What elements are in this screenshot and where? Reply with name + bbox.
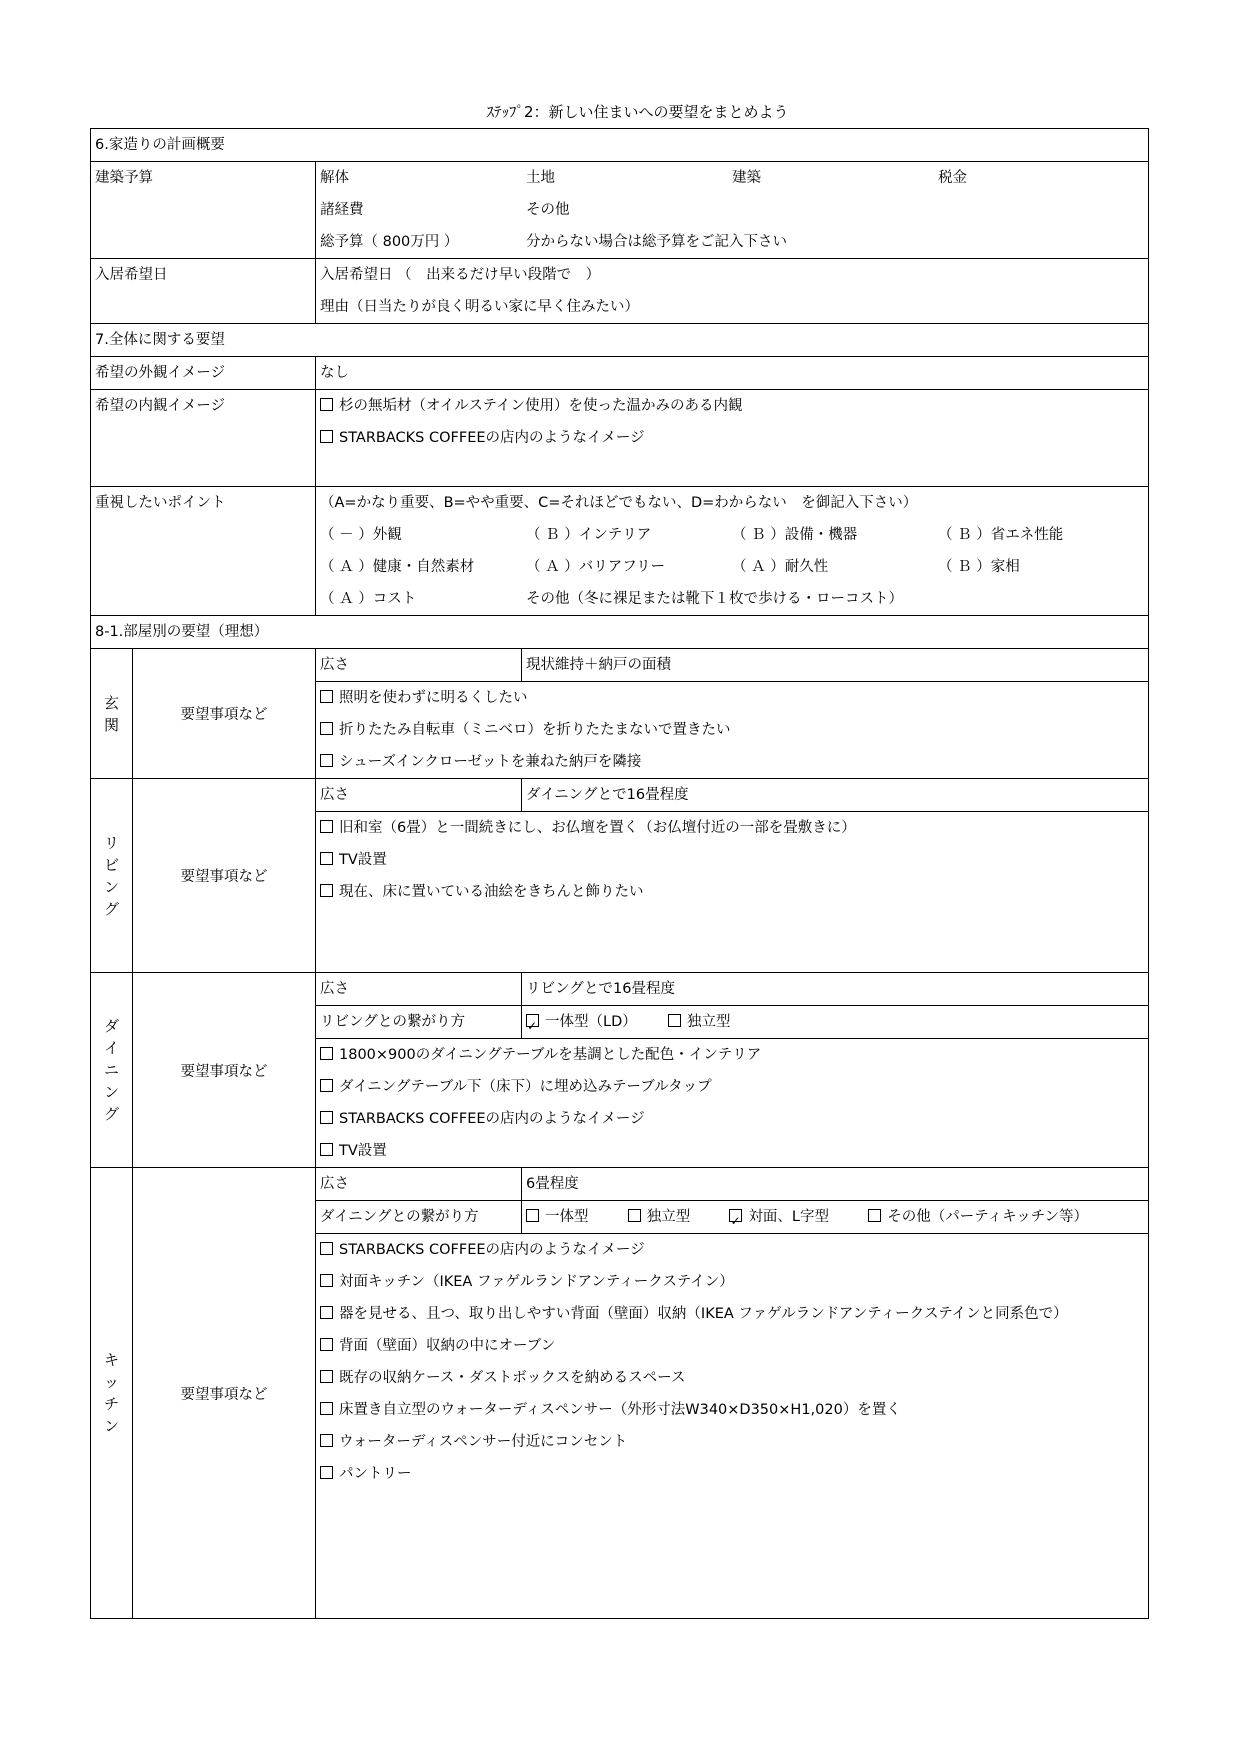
page-header: ｽﾃｯﾌﾟ2：新しい住まいへの要望をまとめよう bbox=[486, 103, 789, 121]
point-barrier-free: （ Ａ ）バリアフリー bbox=[526, 559, 666, 575]
checkbox[interactable] bbox=[320, 884, 333, 897]
kitchen-conn-other-checkbox[interactable] bbox=[868, 1209, 881, 1222]
kitchen-conn-integrated-checkbox[interactable] bbox=[526, 1209, 539, 1222]
checkbox[interactable] bbox=[320, 1143, 333, 1156]
budget-total: 総予算（ 800万円 ） bbox=[320, 234, 459, 250]
living-size-label: 広さ bbox=[320, 787, 349, 803]
interior-row bbox=[91, 390, 1149, 487]
kitchen-conn-facing: 対面、L字型 bbox=[748, 1209, 830, 1225]
kitchen-room-name: キ ッ チ ン bbox=[91, 1168, 133, 1619]
point-equipment: （ Ｂ ）設備・機器 bbox=[732, 527, 858, 543]
living-size-value: ダイニングとで16畳程度 bbox=[526, 787, 689, 803]
point-kaso: （ Ｂ ）家相 bbox=[938, 559, 1020, 575]
checkbox[interactable] bbox=[320, 722, 333, 735]
checkbox[interactable] bbox=[320, 1370, 333, 1383]
list-item: STARBACKS COFFEEの店内のようなイメージ bbox=[316, 1103, 1148, 1135]
checkbox[interactable] bbox=[320, 430, 333, 443]
checkbox[interactable] bbox=[320, 1402, 333, 1415]
checkbox[interactable] bbox=[320, 690, 333, 703]
list-item: STARBACKS COFFEEの店内のようなイメージ bbox=[316, 1234, 1148, 1266]
checkbox[interactable] bbox=[320, 1274, 333, 1287]
kitchen-conn-other: その他（パーティキッチン等） bbox=[887, 1209, 1089, 1225]
list-item: 現在、床に置いている油絵をきちんと飾りたい bbox=[316, 876, 1148, 908]
budget-construction: 建築 bbox=[732, 170, 761, 186]
kitchen-conn-integrated: 一体型 bbox=[545, 1209, 589, 1225]
dining-conn-independent-checkbox[interactable] bbox=[668, 1014, 681, 1027]
list-item: 既存の収納ケース・ダストボックスを納めるスペース bbox=[316, 1362, 1148, 1394]
list-item: 旧和室（6畳）と一間続きにし、お仏壇を置く（お仏壇付近の一部を畳敷きに） bbox=[316, 812, 1148, 844]
section-6-title: 6.家造りの計画概要 bbox=[95, 137, 225, 153]
kitchen-conn-independent-checkbox[interactable] bbox=[628, 1209, 641, 1222]
dining-size-label: 広さ bbox=[320, 981, 349, 997]
move-in-label: 入居希望日 bbox=[95, 267, 168, 283]
dining-size-row bbox=[91, 973, 1149, 1006]
budget-demolition: 解体 bbox=[320, 170, 349, 186]
list-item: 背面（壁面）収納の中にオーブン bbox=[316, 1330, 1148, 1362]
dining-room-name: ダ イ ニ ン グ bbox=[91, 973, 133, 1168]
list-item: ウォーターディスペンサー付近にコンセント bbox=[316, 1426, 1148, 1458]
list-item: シューズインクローゼットを兼ねた納戸を隣接 bbox=[316, 746, 1148, 778]
interior-label: 希望の内観イメージ bbox=[95, 398, 226, 414]
list-item: 杉の無垢材（オイルステイン使用）を使った温かみのある内観 bbox=[316, 390, 1148, 422]
kitchen-size-row bbox=[91, 1168, 1149, 1201]
point-health: （ Ａ ）健康・自然素材 bbox=[320, 559, 475, 575]
budget-tax: 税金 bbox=[938, 170, 967, 186]
section-7-title: 7.全体に関する要望 bbox=[95, 332, 225, 348]
kitchen-req-label: 要望事項など bbox=[133, 1168, 316, 1619]
list-item: TV設置 bbox=[316, 844, 1148, 876]
checkbox[interactable] bbox=[320, 1047, 333, 1060]
point-energy: （ Ｂ ）省エネ性能 bbox=[938, 527, 1064, 543]
checkbox[interactable] bbox=[320, 1079, 333, 1092]
dining-conn-ld-checkbox[interactable] bbox=[526, 1014, 539, 1027]
exterior-value: なし bbox=[320, 365, 349, 381]
living-req-label: 要望事項など bbox=[133, 779, 316, 973]
entrance-size-label: 広さ bbox=[320, 657, 349, 673]
move-in-row bbox=[91, 259, 1149, 324]
entrance-size-row bbox=[91, 649, 1149, 682]
list-item: ダイニングテーブル下（床下）に埋め込みテーブルタップ bbox=[316, 1071, 1148, 1103]
exterior-row bbox=[91, 357, 1149, 390]
point-durability: （ Ａ ）耐久性 bbox=[732, 559, 829, 575]
checkbox[interactable] bbox=[320, 1242, 333, 1255]
list-item: 1800×900のダイニングテーブルを基調とした配色・インテリア bbox=[316, 1039, 1148, 1071]
move-in-reason: 理由（日当たりが良く明るい家に早く住みたい） bbox=[320, 299, 639, 315]
section-8-title: 8-1.部屋別の要望（理想） bbox=[95, 624, 269, 640]
budget-row bbox=[91, 162, 1149, 259]
budget-land: 土地 bbox=[526, 170, 555, 186]
list-item: パントリー bbox=[316, 1458, 1148, 1490]
points-instruction: （A=かなり重要、B=やや重要、C=それほどでもない、D=わからない を御記入下さい） bbox=[320, 495, 918, 511]
kitchen-size-label: 広さ bbox=[320, 1176, 349, 1192]
checkbox[interactable] bbox=[320, 1338, 333, 1351]
points-row bbox=[91, 487, 1149, 616]
budget-note: 分からない場合は総予算をご記入下さい bbox=[526, 234, 787, 250]
kitchen-conn-facing-checkbox[interactable] bbox=[729, 1209, 742, 1222]
checkbox[interactable] bbox=[320, 1434, 333, 1447]
living-room-name: リ ビ ン グ bbox=[91, 779, 133, 973]
checkbox[interactable] bbox=[320, 398, 333, 411]
dining-req-label: 要望事項など bbox=[133, 973, 316, 1168]
dining-conn-label: リビングとの繋がり方 bbox=[320, 1014, 465, 1030]
kitchen-conn-independent: 独立型 bbox=[646, 1209, 691, 1225]
list-item: 器を見せる、且つ、取り出しやすい背面（壁面）収納（IKEA ファゲルランドアンティークステインと同系色で） bbox=[316, 1298, 1148, 1330]
budget-label: 建築予算 bbox=[95, 170, 153, 186]
point-cost: （ Ａ ）コスト bbox=[320, 591, 417, 607]
checkbox[interactable] bbox=[320, 1306, 333, 1319]
move-in-date: 入居希望日 （ 出来るだけ早い段階で ） bbox=[320, 267, 601, 283]
kitchen-size-value: 6畳程度 bbox=[526, 1176, 579, 1192]
living-size-row bbox=[91, 779, 1149, 812]
list-item: 折りたたみ自転車（ミニベロ）を折りたたまないで置きたい bbox=[316, 714, 1148, 746]
list-item: STARBACKS COFFEEの店内のようなイメージ bbox=[316, 422, 1148, 454]
point-interior: （ Ｂ ）インテリア bbox=[526, 527, 652, 543]
exterior-label: 希望の外観イメージ bbox=[95, 365, 226, 381]
point-exterior: （ － ）外観 bbox=[320, 527, 402, 543]
list-item: 対面キッチン（IKEA ファゲルランドアンティークステイン） bbox=[316, 1266, 1148, 1298]
dining-size-value: リビングとで16畳程度 bbox=[526, 981, 675, 997]
kitchen-conn-label: ダイニングとの繋がり方 bbox=[320, 1209, 479, 1225]
list-item: TV設置 bbox=[316, 1135, 1148, 1167]
dining-conn-ld: 一体型（LD） bbox=[545, 1014, 637, 1030]
checkbox[interactable] bbox=[320, 820, 333, 833]
checkbox[interactable] bbox=[320, 852, 333, 865]
budget-other: その他 bbox=[526, 202, 570, 218]
checkbox[interactable] bbox=[320, 754, 333, 767]
dining-conn-independent: 独立型 bbox=[686, 1014, 731, 1030]
list-item: 照明を使わずに明るくしたい bbox=[316, 682, 1148, 714]
point-other: その他（冬に裸足または靴下１枚で歩ける・ローコスト） bbox=[526, 591, 903, 607]
entrance-req-label: 要望事項など bbox=[133, 649, 316, 779]
budget-misc: 諸経費 bbox=[320, 202, 364, 218]
list-item: 床置き自立型のウォーターディスペンサー（外形寸法W340×D350×H1,020）を置く bbox=[316, 1394, 1148, 1426]
checkbox[interactable] bbox=[320, 1111, 333, 1124]
entrance-size-value: 現状維持＋納戸の面積 bbox=[526, 657, 671, 673]
entrance-room-name: 玄 関 bbox=[91, 649, 133, 779]
checkbox[interactable] bbox=[320, 1466, 333, 1479]
points-label: 重視したいポイント bbox=[95, 495, 226, 511]
requirements-form bbox=[90, 128, 1149, 1619]
